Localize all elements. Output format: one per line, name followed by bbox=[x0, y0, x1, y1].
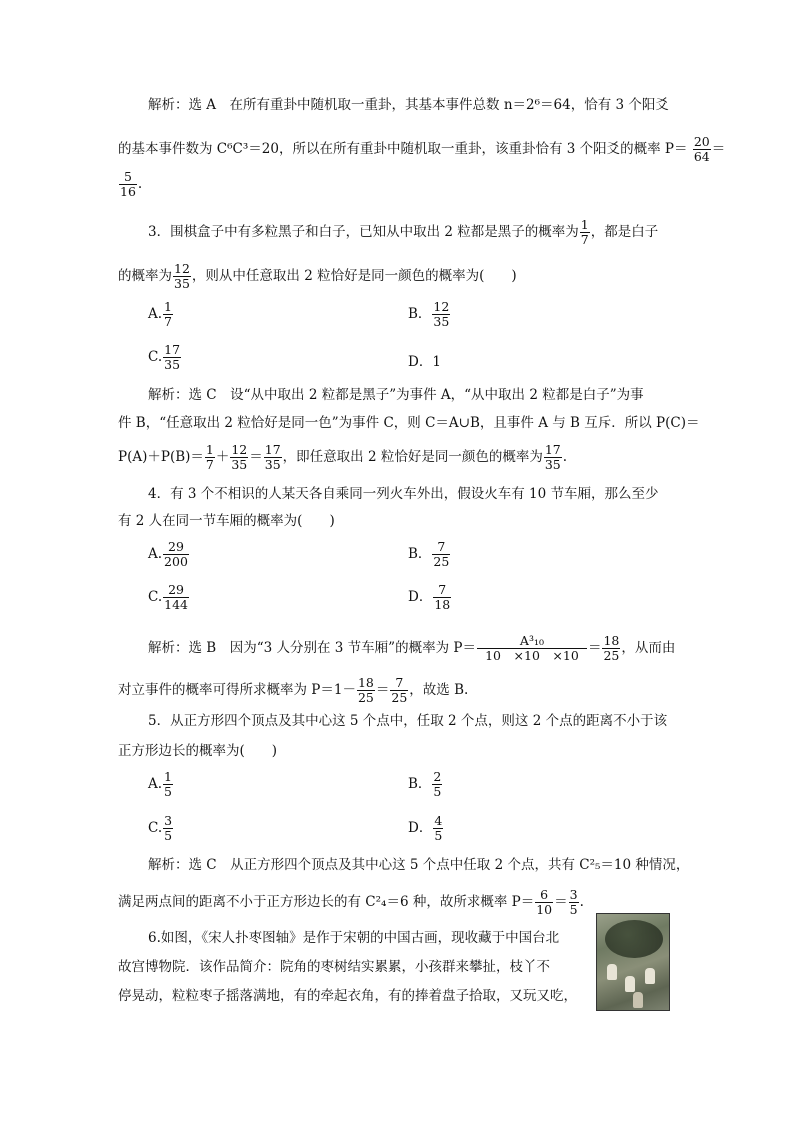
q6-stem-line1: 6.如图，《宋人扑枣图轴》是作于宋朝的中国古画，现收藏于中国台北 bbox=[148, 930, 560, 946]
fraction: $\frac{5}{16}$ bbox=[120, 169, 136, 199]
q4-option-d[interactable]: D． $\frac{7}{18}$ bbox=[408, 582, 451, 612]
q5-option-a[interactable]: A. $\frac{1}{5}$ bbox=[148, 769, 172, 799]
p2-solution-line3: $\frac{5}{16}$ . bbox=[120, 169, 143, 199]
q3-option-a[interactable]: A. $\frac{1}{7}$ bbox=[148, 299, 172, 329]
q5-solution-line1: 解析：选 C 从正方形四个顶点及其中心这 5 个点中任取 2 个点，共有 C²₅＝10 种情况， bbox=[148, 857, 690, 873]
q4-solution-line1: 解析：选 B 因为“3 人分别在 3 节车厢”的概率为 P＝ $\frac{\text{A³₁₀}}{10 \times 10 \times 10}$ ＝ $\frac{18}{25}$ ，从而由 bbox=[148, 633, 676, 663]
q3-option-d[interactable]: D．1 bbox=[408, 354, 441, 370]
q4-option-b[interactable]: B． $\frac{7}{25}$ bbox=[408, 539, 450, 569]
q3-solution-line2: 件 B，“任意取出 2 粒恰好是同一色”为事件 C，则 C＝A∪B，且事件 A 与 B 互斥．所以 P(C)＝ bbox=[118, 415, 700, 431]
q5-stem-line2: 正方形边长的概率为( ) bbox=[118, 743, 278, 759]
q3-solution-line1: 解析：选 C 设“从中取出 2 粒都是黑子”为事件 A，“从中取出 2 粒都是白子”为事 bbox=[148, 387, 644, 403]
q3-stem-line2: 的概率为 $\frac{12}{35}$ ，则从中任意取出 2 粒恰好是同一颜色的概率为( ) bbox=[118, 261, 517, 291]
q4-solution-line2: 对立事件的概率可得所求概率为 P＝1－ $\frac{18}{25}$ ＝ $\frac{7}{25}$ ，故选 B. bbox=[118, 675, 469, 705]
q5-solution-line2: 满足两点间的距离不小于正方形边长的有 C²₄＝6 种，故所求概率 P＝ $\frac{6}{10}$ ＝ $\frac{3}{5}$ . bbox=[118, 887, 584, 917]
p2-solution-line2: 的基本事件数为 C⁶C³＝20，所以在所有重卦中随机取一重卦，该重卦恰有 3 个阳爻的概率 P＝ $\frac{20}{64}$ ＝ bbox=[118, 134, 726, 164]
figure-shape bbox=[607, 964, 617, 980]
figure-shape bbox=[645, 968, 655, 984]
q4-stem-line2: 有 2 人在同一节车厢的概率为( ) bbox=[118, 513, 335, 529]
q3-stem-line1: 3．围棋盒子中有多粒黑子和白子，已知从中取出 2 粒都是黑子的概率为 $\frac{1}{7}$ ，都是白子 bbox=[148, 217, 659, 247]
q3-solution-line3: P(A)＋P(B)＝ $\frac{1}{7}$ ＋ $\frac{12}{35}$ ＝ $\frac{17}{35}$ ，即任意取出 2 粒恰好是同一颜色的概率为 $\frac{17}{35}$ . bbox=[118, 442, 568, 472]
fraction: $\frac{1}{7}$ bbox=[580, 217, 589, 247]
figure-shape bbox=[625, 976, 635, 992]
q5-option-d[interactable]: D． $\frac{4}{5}$ bbox=[408, 813, 443, 843]
q4-option-c[interactable]: C. $\frac{29}{144}$ bbox=[148, 582, 188, 612]
q4-stem-line1: 4．有 3 个不相识的人某天各自乘同一列火车外出，假设火车有 10 节车厢，那么至少 bbox=[148, 486, 659, 502]
q6-stem-line2: 故宫博物院．该作品简介：院角的枣树结实累累，小孩群来攀扯，枝丫不 bbox=[118, 959, 550, 975]
q5-stem-line1: 5．从正方形四个顶点及其中心这 5 个点中，任取 2 个点，则这 2 个点的距离不小于该 bbox=[148, 713, 668, 729]
q5-option-b[interactable]: B． $\frac{2}{5}$ bbox=[408, 769, 442, 799]
q6-stem-line3: 停晃动，粒粒枣子摇落满地，有的牵起衣角，有的捧着盘子拾取，又玩又吃， bbox=[118, 988, 577, 1004]
tree-shape bbox=[605, 920, 663, 958]
q3-option-c[interactable]: C. $\frac{17}{35}$ bbox=[148, 342, 181, 372]
fraction: $\frac{12}{35}$ bbox=[174, 261, 190, 291]
fraction: $\frac{20}{64}$ bbox=[693, 134, 710, 164]
p2-solution-line1: 解析：选 A 在所有重卦中随机取一重卦，其基本事件总数 n＝2⁶＝64，恰有 3 个阳爻 bbox=[148, 97, 669, 113]
q3-option-b[interactable]: B． $\frac{12}{35}$ bbox=[408, 299, 450, 329]
q5-option-c[interactable]: C. $\frac{3}{5}$ bbox=[148, 813, 173, 843]
painting-image bbox=[596, 913, 670, 1011]
q4-option-a[interactable]: A. $\frac{29}{200}$ bbox=[148, 539, 188, 569]
figure-shape bbox=[633, 992, 643, 1008]
